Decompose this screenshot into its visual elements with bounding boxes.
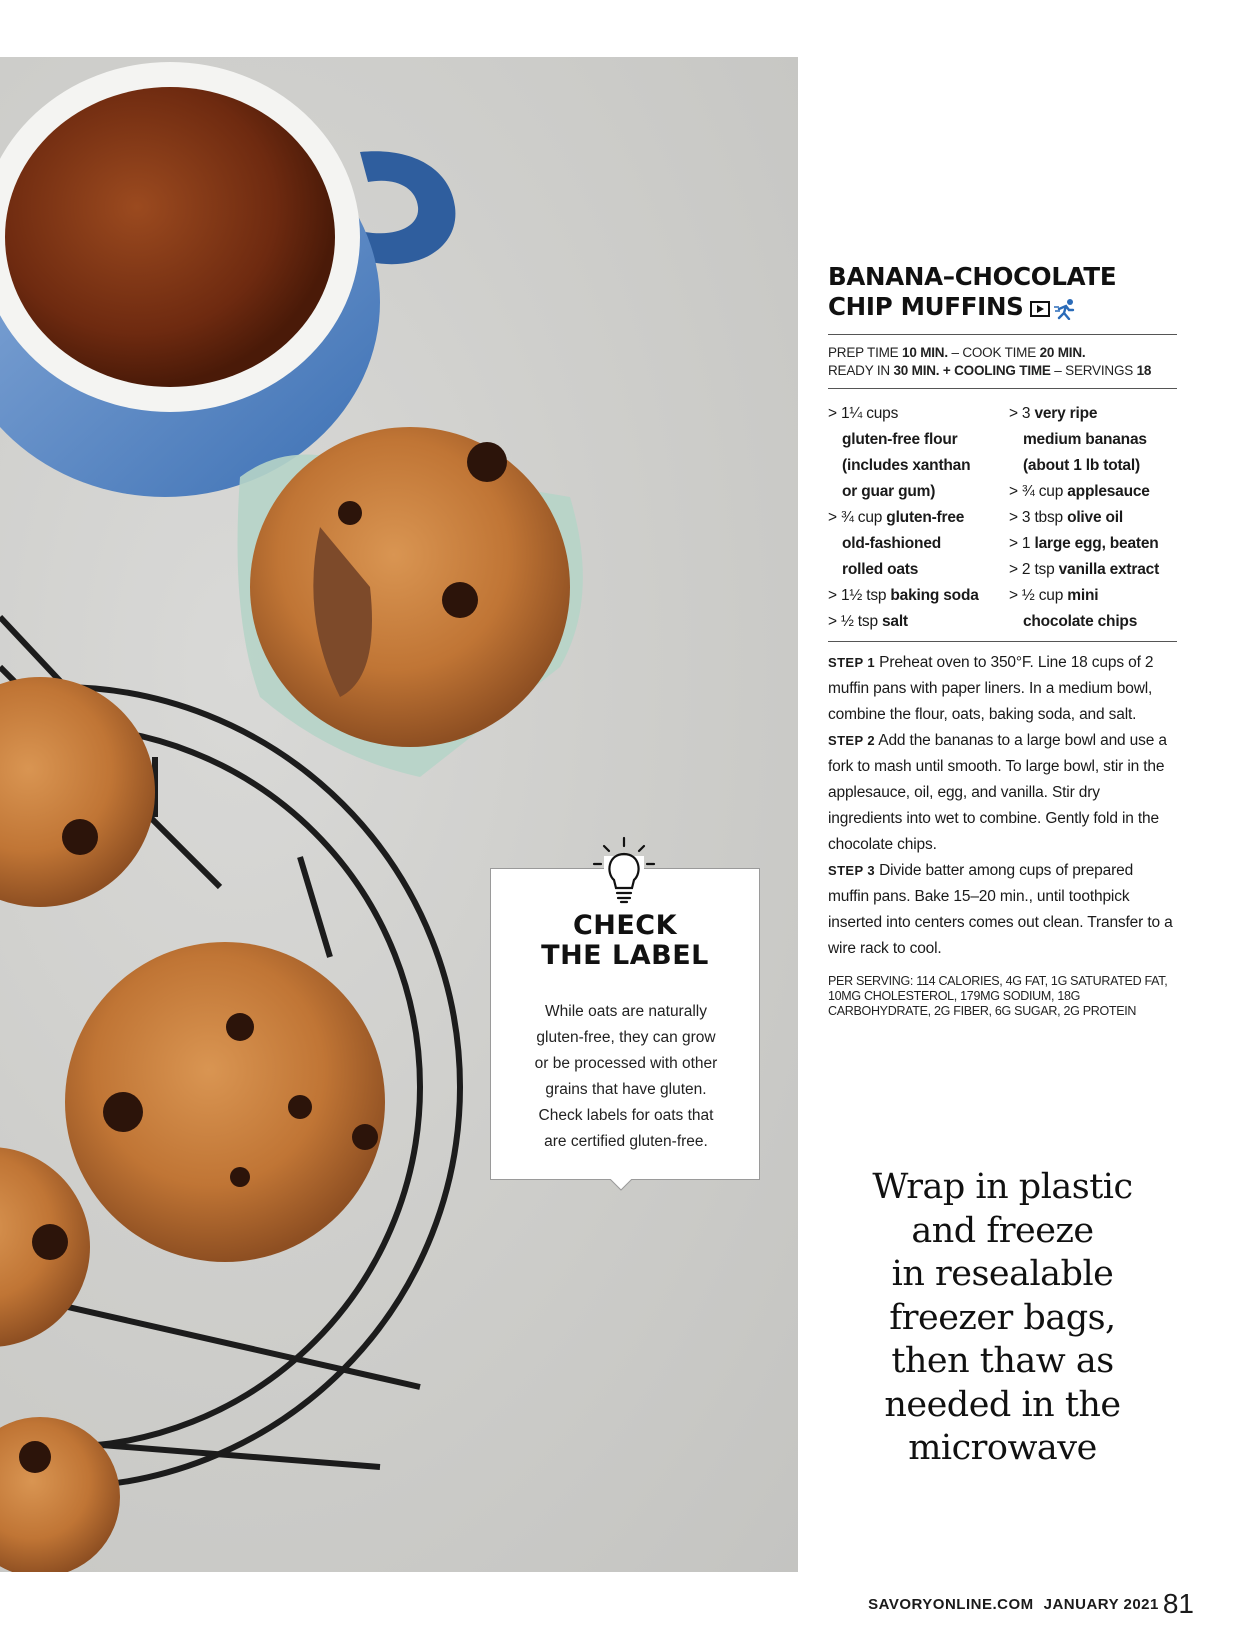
muffin-center: [65, 942, 385, 1262]
ingredient-row: [1009, 583, 1178, 609]
page-number: 81: [1162, 1588, 1194, 1619]
recipe-meta-line-1: [828, 344, 1178, 362]
ingredient-row: [1009, 531, 1178, 557]
ingredient-quantity: > ½ tsp: [828, 613, 882, 630]
step-label: STEP 2: [828, 733, 875, 748]
nutrition-info: PER SERVING: 114 CALORIES, 4G FAT, 1G SATURATED FAT, 10MG CHOLESTEROL, 179MG SODIUM, 18G CARBOHYDRATE, 2G FIBER, 6G SUGAR, 2G PROTEIN: [828, 974, 1168, 1018]
freeze-line: microwave: [908, 1428, 1097, 1468]
ingredient-quantity: > 1½ tsp: [828, 587, 891, 604]
freeze-line: and freeze: [911, 1210, 1094, 1251]
ingredient-row: [1009, 557, 1178, 583]
issue-date: JANUARY 2021: [1043, 1596, 1159, 1613]
ingredients-right-column: [1009, 401, 1178, 635]
recipe-title-line-2: CHIP MUFFINS: [828, 292, 1024, 321]
ingredient-name: gluten-free flour: [842, 431, 958, 448]
recipe-icons: [1030, 293, 1077, 323]
ingredient-quantity: > 2 tsp: [1008, 561, 1059, 578]
freeze-line: Wrap in plastic: [872, 1167, 1133, 1207]
cook-time-value: 20 MIN.: [1039, 345, 1086, 360]
servings-value: 18: [1136, 363, 1152, 378]
ingredient-name: chocolate chips: [1022, 613, 1138, 630]
recipe-title-line-2-row: [828, 292, 1178, 323]
ingredient-quantity: > ¾ cup: [1008, 483, 1068, 500]
page-footer: [868, 1588, 1194, 1620]
ingredient-row: [1009, 401, 1178, 427]
video-icon: [1030, 301, 1050, 317]
cook-time-label: – COOK TIME: [947, 345, 1040, 360]
ingredients-left-column: [828, 401, 1009, 635]
ingredient-name: old-fashioned: [842, 535, 942, 552]
freeze-callout: [820, 1166, 1185, 1471]
step-text: Divide batter among cups of prepared muffin pans. Bake 15–20 min., until toothpick inserted into centers comes out clean. Transfer to a wire rack to cool.: [828, 862, 1173, 957]
ingredient-quantity: > ¾ cup: [828, 509, 887, 526]
freeze-line: freezer bags,: [889, 1297, 1116, 1338]
ingredient-name: or guar gum): [842, 483, 936, 500]
tip-title-line-2: THE LABEL: [541, 940, 709, 971]
ingredient-list: [828, 389, 1178, 641]
lightbulb-icon: [590, 836, 658, 906]
step-text: Preheat oven to 350°F. Line 18 cups of 2 muffin pans with paper liners. In a medium bowl, combine the flour, oats, baking soda, and salt.: [828, 654, 1154, 723]
ingredient-row: [828, 401, 1009, 427]
muffin-left-bottom: [0, 1147, 90, 1347]
ingredient-name: large egg, beaten: [1034, 535, 1159, 552]
tip-title: [491, 911, 759, 971]
ingredient-name: (includes xanthan: [842, 457, 971, 474]
ingredient-row: [1009, 453, 1178, 479]
tip-body: [505, 999, 747, 1155]
mug-handle: [360, 151, 455, 264]
ingredient-quantity: > 3: [1008, 405, 1035, 422]
running-figure-icon: [1053, 298, 1077, 320]
ingredient-row: [1009, 505, 1178, 531]
ingredient-row: [828, 609, 1009, 635]
ingredient-row: [828, 479, 1009, 505]
ingredient-name: medium bananas: [1022, 431, 1147, 448]
ingredient-row: [828, 557, 1009, 583]
recipe-title-line-1: BANANA–CHOCOLATE: [828, 262, 1117, 291]
tip-box: [490, 868, 760, 1180]
ingredient-row: [828, 583, 1009, 609]
muffin-broken: [238, 427, 583, 777]
step-label: STEP 3: [828, 863, 875, 878]
ingredient-name: very ripe: [1034, 405, 1098, 422]
prep-time-label: PREP TIME: [828, 345, 903, 360]
step-1: [828, 650, 1178, 728]
tip-line: or be processed with other: [534, 1055, 718, 1072]
tip-box-pointer: [610, 1179, 632, 1191]
website-link[interactable]: SAVORYONLINE.COM: [868, 1596, 1034, 1613]
muffin-bottom: [0, 1417, 120, 1572]
recipe-meta-line-2: [828, 362, 1178, 380]
ready-in-label: READY IN: [828, 363, 894, 378]
recipe-title: [828, 262, 1178, 323]
ingredient-row: [1009, 479, 1178, 505]
step-text: Add the bananas to a large bowl and use a fork to mash until smooth. To large bowl, stir in the applesauce, oil, egg, and vanilla. Stir dry ingredients into wet to combine. Gently fold in the chocolate chips.: [828, 732, 1167, 853]
tea: [5, 87, 335, 387]
step-2: [828, 728, 1178, 858]
muffins-and-tea-illustration: [0, 57, 798, 1572]
tip-line: gluten-free, they can grow: [536, 1029, 716, 1046]
ingredient-row: [828, 505, 1009, 531]
freeze-line: then thaw as: [891, 1341, 1114, 1381]
ingredient-name: applesauce: [1067, 483, 1150, 500]
ingredient-name: gluten-free: [886, 509, 965, 526]
freeze-line: needed in the: [884, 1384, 1121, 1425]
step-label: STEP 1: [828, 655, 875, 670]
muffin-left-top: [0, 677, 155, 907]
ingredient-quantity: > 1: [1008, 535, 1035, 552]
tip-line: While oats are naturally: [545, 1003, 707, 1020]
ingredient-name: mini: [1067, 587, 1099, 604]
recipe-column: [828, 262, 1178, 1019]
freeze-line: in resealable: [891, 1254, 1114, 1294]
ready-in-value: 30 MIN. + COOLING TIME: [893, 363, 1051, 378]
ingredient-name: rolled oats: [842, 561, 919, 578]
tip-line: grains that have gluten.: [545, 1081, 707, 1098]
tip-title-line-1: CHECK: [572, 910, 678, 941]
servings-label: – SERVINGS: [1050, 363, 1137, 378]
food-photo: [0, 57, 798, 1572]
ingredient-row: [828, 453, 1009, 479]
ingredient-quantity: > 1¼ cups: [828, 405, 899, 422]
prep-time-value: 10 MIN.: [902, 345, 948, 360]
ingredient-row: [1009, 609, 1178, 635]
ingredient-name: (about 1 lb total): [1022, 457, 1140, 474]
ingredient-name: olive oil: [1067, 509, 1123, 526]
ingredient-quantity: > 3 tbsp: [1008, 509, 1068, 526]
ingredient-row: [828, 531, 1009, 557]
ingredient-quantity: > ½ cup: [1008, 587, 1068, 604]
step-3: [828, 858, 1178, 962]
recipe-steps: [828, 642, 1178, 1019]
recipe-meta: [828, 335, 1178, 388]
ingredient-row: [1009, 427, 1178, 453]
ingredient-name: salt: [881, 613, 908, 630]
tip-line: Check labels for oats that: [538, 1107, 714, 1124]
tip-line: are certified gluten-free.: [544, 1133, 708, 1150]
ingredient-name: vanilla extract: [1058, 561, 1160, 578]
ingredient-name: baking soda: [890, 587, 979, 604]
ingredient-row: [828, 427, 1009, 453]
